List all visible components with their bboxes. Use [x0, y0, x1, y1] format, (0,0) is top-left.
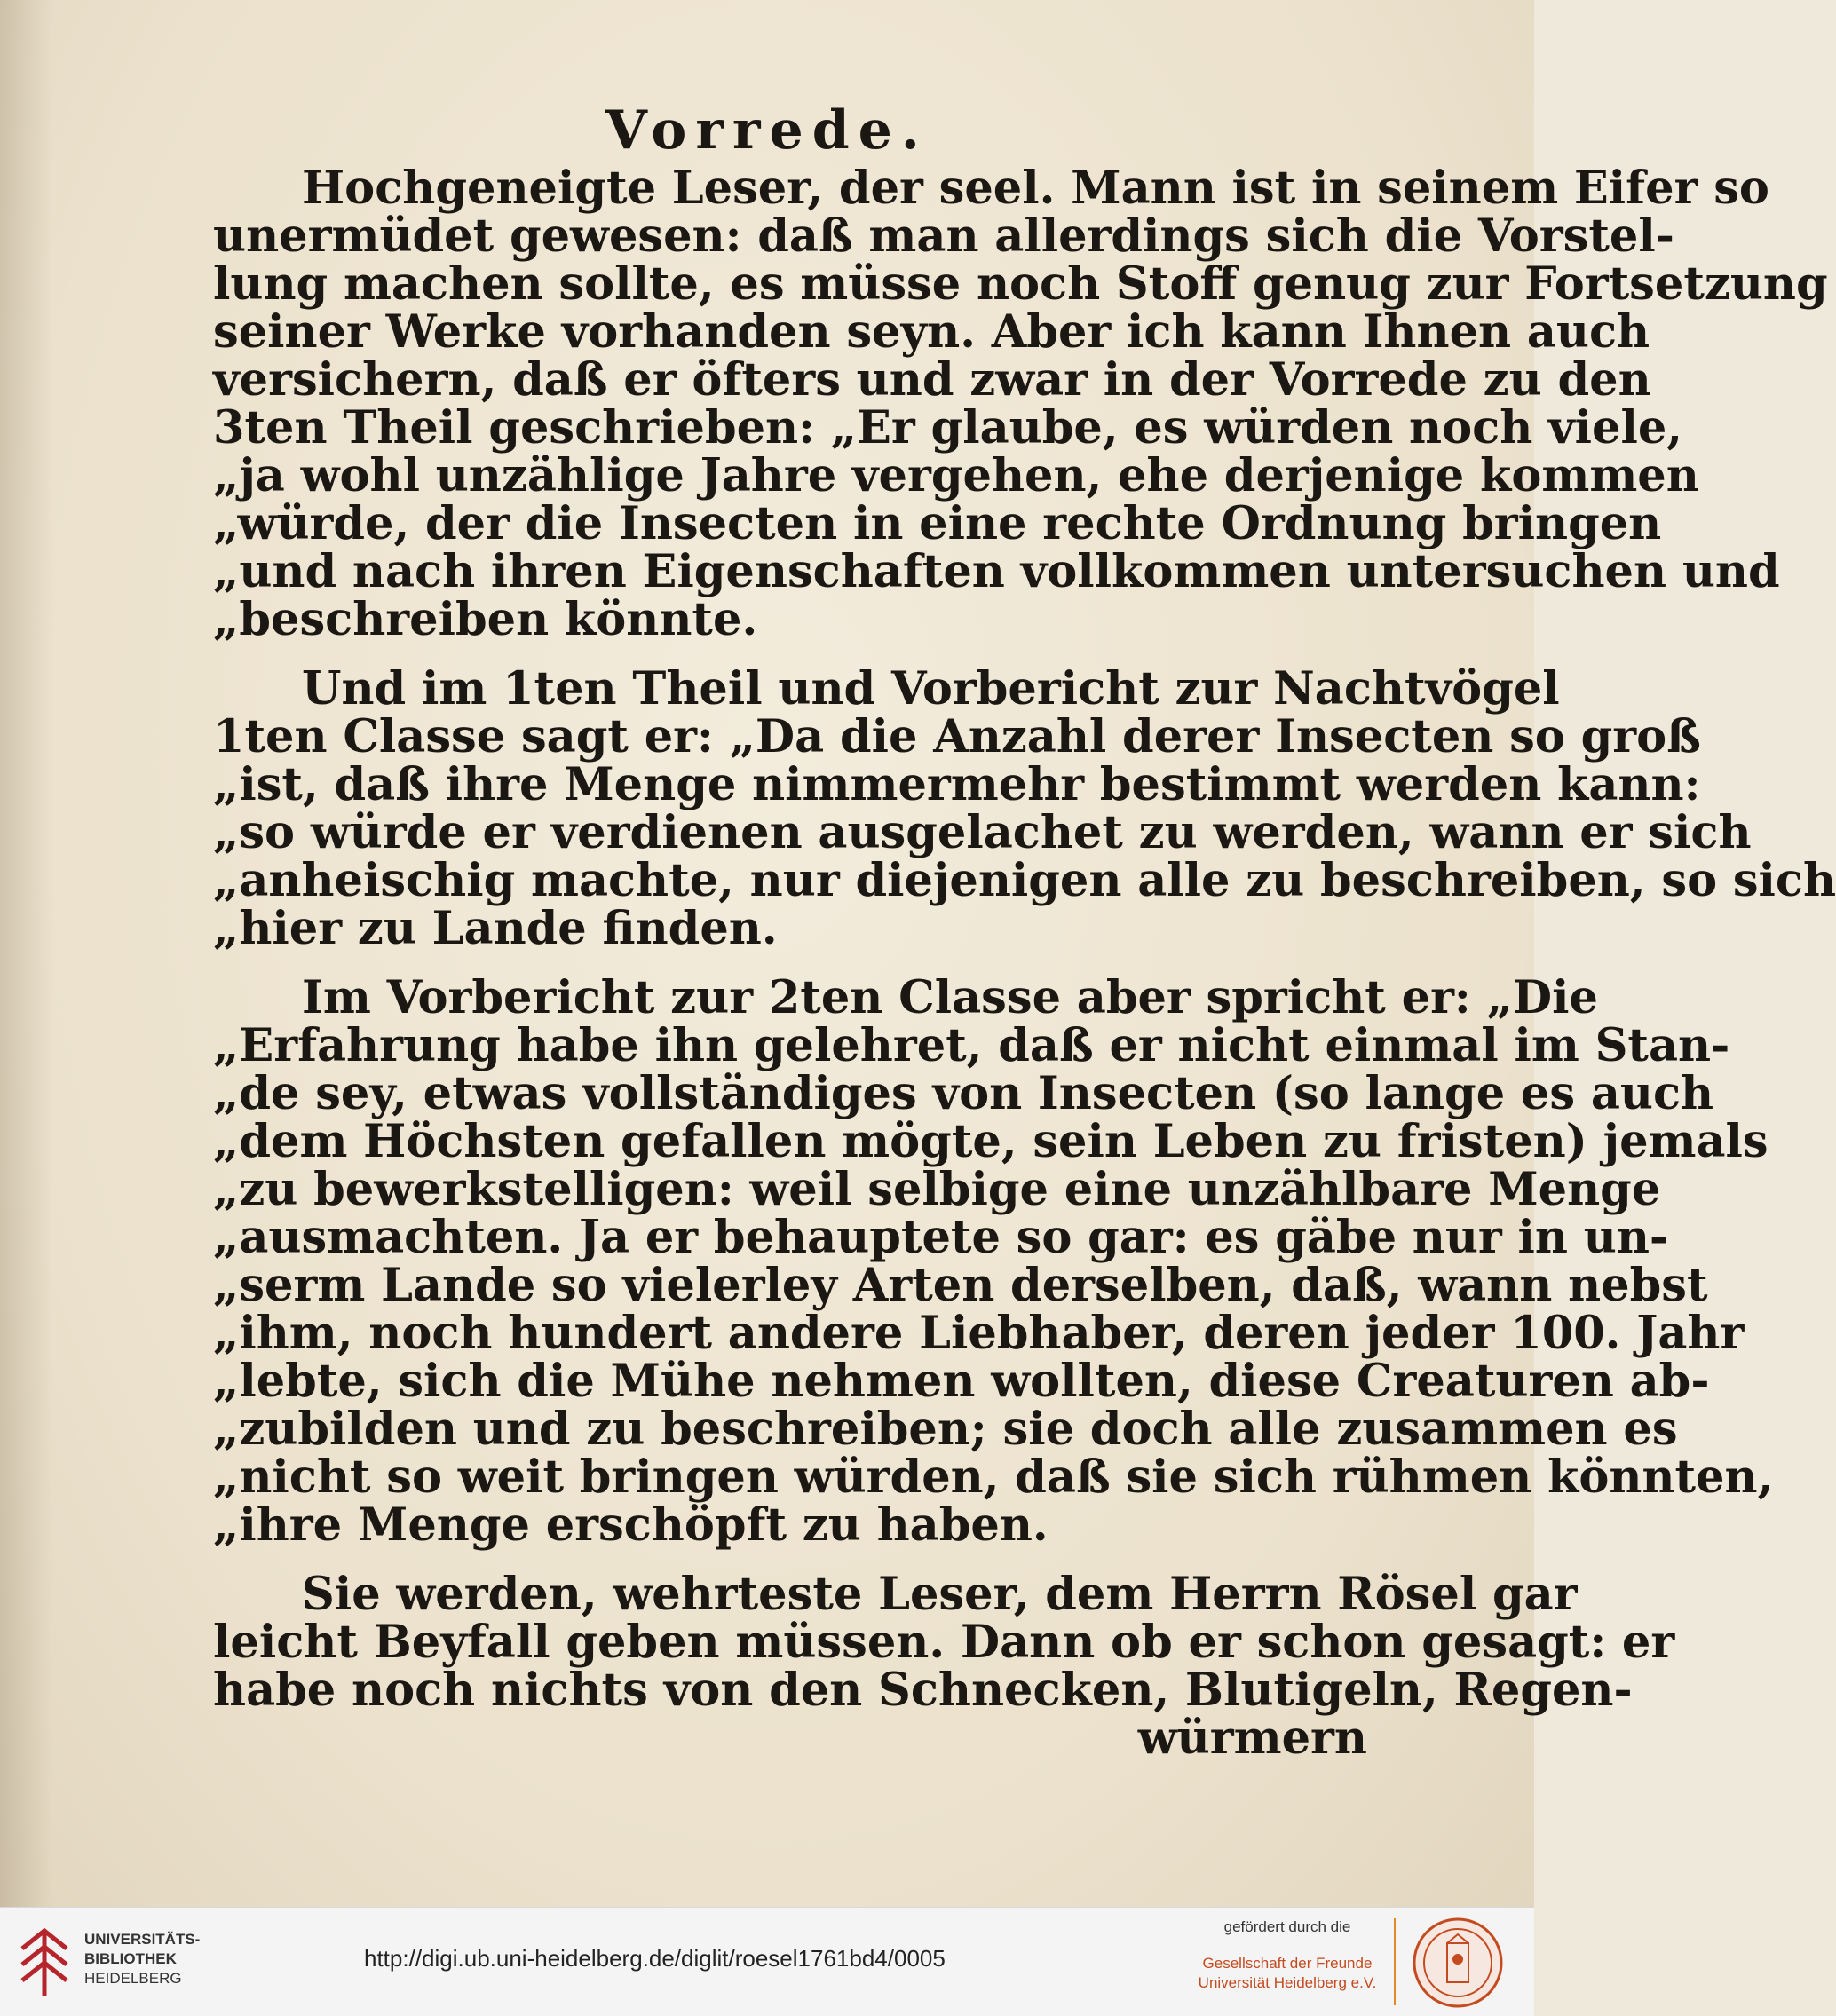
text-line: „so würde er verdienen ausgelachet zu werden, wann er sich — [213, 806, 1752, 859]
text-line: „de sey, etwas vollständiges von Insecten (so lange es auch — [213, 1067, 1714, 1120]
text-line: „zubilden und zu beschreiben; sie doch alle zusammen es — [213, 1403, 1678, 1456]
text-line: Sie werden, wehrteste Leser, dem Herrn Rösel gar — [302, 1568, 1578, 1621]
text-line: 3ten Theil geschrieben: „Er glaube, es würden noch viele, — [213, 401, 1683, 455]
text-line: „ausmachten. Ja er behauptete so gar: es gäbe nur in un- — [213, 1211, 1669, 1264]
page-edge-shadow — [0, 0, 53, 1907]
catchword: würmern — [1137, 1712, 1367, 1765]
text-line: „anheischig machte, nur diejenigen alle zu beschreiben, so sich — [213, 854, 1836, 907]
text-line: „Erfahrung habe ihn gelehret, daß er nicht einmal im Stan- — [213, 1019, 1730, 1072]
text-line: Und im 1ten Theil und Vorbericht zur Nachtvögel — [302, 662, 1560, 715]
page-heading: Vorrede. — [605, 99, 929, 162]
text-line: „lebte, sich die Mühe nehmen wollten, diese Creaturen ab- — [213, 1355, 1710, 1408]
paragraph-2 — [213, 662, 1836, 955]
text-line: „hier zu Lande finden. — [213, 902, 778, 955]
text-line: „ihre Menge erschöpft zu haben. — [213, 1498, 1049, 1552]
text-line: Hochgeneigte Leser, der seel. Mann ist in seinem Eifer so — [302, 162, 1769, 215]
sponsor-credit[interactable] — [1190, 1918, 1385, 1993]
text-line: unermüdet gewesen: daß man allerdings sich die Vorstel- — [213, 210, 1674, 263]
library-name-line: BIBLIOTHEK — [84, 1950, 177, 1967]
footer-divider — [1394, 1918, 1396, 2005]
paragraph-3 — [213, 971, 1774, 1552]
text-line: „zu bewerkstelligen: weil selbige eine unzählbare Menge — [213, 1163, 1661, 1216]
text-line: „beschreiben könnte. — [213, 593, 758, 646]
viewer-footer — [0, 1907, 1534, 2016]
text-line: „serm Lande so vielerley Arten derselben, daß, wann nebst — [213, 1259, 1708, 1312]
library-name-line: HEIDELBERG — [84, 1970, 182, 1987]
text-line: lung machen sollte, es müsse noch Stoff genug zur Fortsetzung — [213, 257, 1828, 311]
text-line: 1ten Classe sagt er: „Da die Anzahl derer Insecten so groß — [213, 710, 1701, 763]
text-line: „und nach ihren Eigenschaften vollkommen untersuchen und — [213, 545, 1780, 598]
text-line: Im Vorbericht zur 2ten Classe aber spricht er: „Die — [302, 971, 1598, 1024]
sponsor-name-line: Gesellschaft der Freunde — [1202, 1955, 1373, 1972]
permalink-url[interactable]: http://digi.ub.uni-heidelberg.de/diglit/roesel1761bd4/0005 — [364, 1945, 946, 1972]
text-line: habe noch nichts von den Schnecken, Blutigeln, Regen- — [213, 1664, 1633, 1717]
text-line: „ja wohl unzählige Jahre vergehen, ehe derjenige kommen — [213, 449, 1699, 502]
text-line: „würde, der die Insecten in eine rechte Ordnung bringen — [213, 497, 1662, 550]
sponsor-caption: gefördert durch die — [1223, 1918, 1351, 1935]
text-line: leicht Beyfall geben müssen. Dann ob er schon gesagt: er — [213, 1616, 1675, 1669]
text-line: versichern, daß er öfters und zwar in der Vorrede zu den — [213, 353, 1651, 407]
text-line: „ihm, noch hundert andere Liebhaber, deren jeder 100. Jahr — [213, 1307, 1745, 1360]
body-text — [213, 162, 1836, 1783]
text-line: „nicht so weit bringen würden, daß sie sich rühmen könnten, — [213, 1451, 1774, 1504]
university-seal-icon[interactable] — [1412, 1917, 1504, 2009]
library-name[interactable] — [84, 1930, 200, 1988]
paragraph-1 — [213, 162, 1828, 646]
text-line: seiner Werke vorhanden seyn. Aber ich kann Ihnen auch — [213, 305, 1650, 359]
sponsor-name-line: Universität Heidelberg e.V. — [1198, 1974, 1377, 1991]
text-line: „ist, daß ihre Menge nimmermehr bestimmt werden kann: — [213, 758, 1701, 811]
library-name-line: UNIVERSITÄTS- — [84, 1931, 201, 1948]
library-logo-icon — [18, 1922, 71, 2002]
paragraph-4 — [213, 1568, 1675, 1765]
text-line: „dem Höchsten gefallen mögte, sein Leben zu fristen) jemals — [213, 1115, 1769, 1168]
